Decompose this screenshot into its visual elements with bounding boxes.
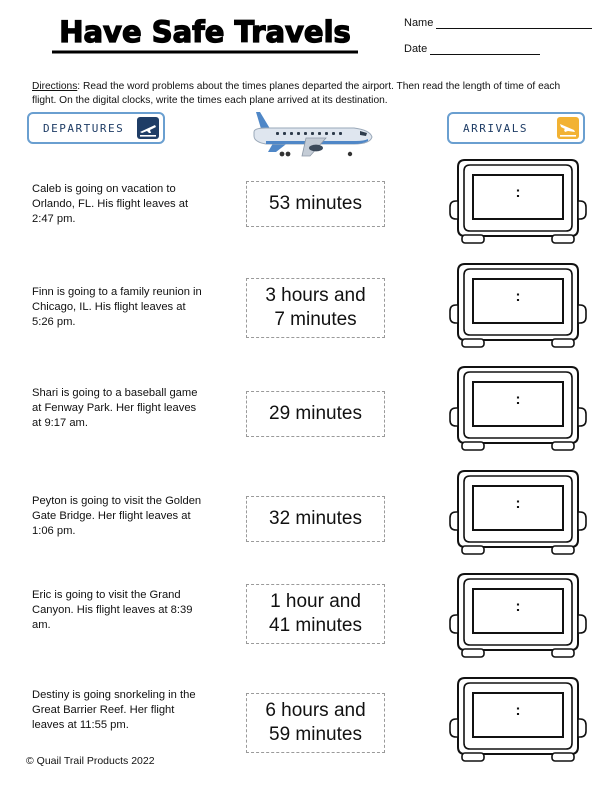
digital-clock[interactable] [448, 468, 588, 556]
duration-box [246, 693, 385, 753]
duration-line: 29 minutes [269, 403, 362, 424]
clock-icon [448, 364, 588, 452]
clock-icon [448, 261, 588, 349]
duration-line: 32 minutes [269, 508, 362, 529]
date-label: Date [404, 43, 428, 55]
problem-shari: Shari is going to a baseball game at Fenway Park. Her flight leaves at 9:17 am. [32, 387, 198, 429]
plane-landing-icon [557, 117, 579, 139]
duration-line: 3 hours and [265, 285, 366, 306]
arrivals-badge [447, 112, 585, 144]
clock-display[interactable]: : [515, 495, 521, 512]
directions-text: : Read the word problems about the times planes departed the airport. Then read the length of time of each flight. On the digital clocks, write the times each plane arrived at its destination. [32, 81, 561, 106]
problem-eric: Eric is going to visit the Grand Canyon. His flight leaves at 8:39 am. [32, 589, 193, 631]
duration-line: 6 hours and [265, 700, 366, 721]
clock-display[interactable]: : [515, 391, 521, 408]
plane-takeoff-icon [137, 117, 159, 139]
digital-clock[interactable] [448, 364, 588, 452]
directions-label: Directions [32, 81, 78, 92]
digital-clock[interactable] [448, 261, 588, 349]
name-field[interactable] [404, 17, 592, 29]
arrivals-label: ARRIVALS [463, 122, 528, 135]
duration-box [246, 496, 385, 542]
departures-badge [27, 112, 165, 144]
duration-line: 1 hour and [270, 591, 361, 612]
digital-clock[interactable] [448, 571, 588, 659]
clock-display[interactable]: : [515, 288, 521, 305]
problem-finn: Finn is going to a family reunion in Chicago, IL. His flight leaves at 5:26 pm. [32, 286, 202, 328]
problem-destiny: Destiny is going snorkeling in the Great Barrier Reef. Her flight leaves at 11:55 pm. [32, 689, 196, 731]
worksheet-title [40, 8, 370, 56]
departures-label: DEPARTURES [43, 122, 125, 135]
clock-icon [448, 571, 588, 659]
duration-line: 41 minutes [269, 615, 362, 636]
problem-caleb: Caleb is going on vacation to Orlando, FL. His flight leaves at 2:47 pm. [32, 183, 189, 225]
duration-line: 59 minutes [269, 724, 362, 745]
clock-display[interactable]: : [515, 184, 521, 201]
digital-clock[interactable] [448, 675, 588, 763]
duration-line: 53 minutes [269, 193, 362, 214]
problem-peyton: Peyton is going to visit the Golden Gate Bridge. Her flight leaves at 1:06 pm. [32, 495, 202, 537]
duration-box [246, 181, 385, 227]
copyright-footer: © Quail Trail Products 2022 [26, 755, 155, 767]
duration-line: 7 minutes [274, 309, 357, 330]
date-blank[interactable] [430, 54, 540, 55]
digital-clock[interactable] [448, 157, 588, 245]
clock-display[interactable]: : [515, 598, 521, 615]
clock-icon [448, 675, 588, 763]
name-blank[interactable] [436, 28, 592, 29]
duration-box [246, 391, 385, 437]
directions [32, 80, 584, 108]
title-text: Have Safe Travels [59, 15, 351, 49]
date-field[interactable] [404, 43, 540, 55]
airplane-illustration [246, 108, 374, 160]
duration-box [246, 584, 385, 644]
clock-icon [448, 157, 588, 245]
name-label: Name [404, 17, 434, 29]
clock-icon [448, 468, 588, 556]
clock-display[interactable]: : [515, 702, 521, 719]
duration-box [246, 278, 385, 338]
